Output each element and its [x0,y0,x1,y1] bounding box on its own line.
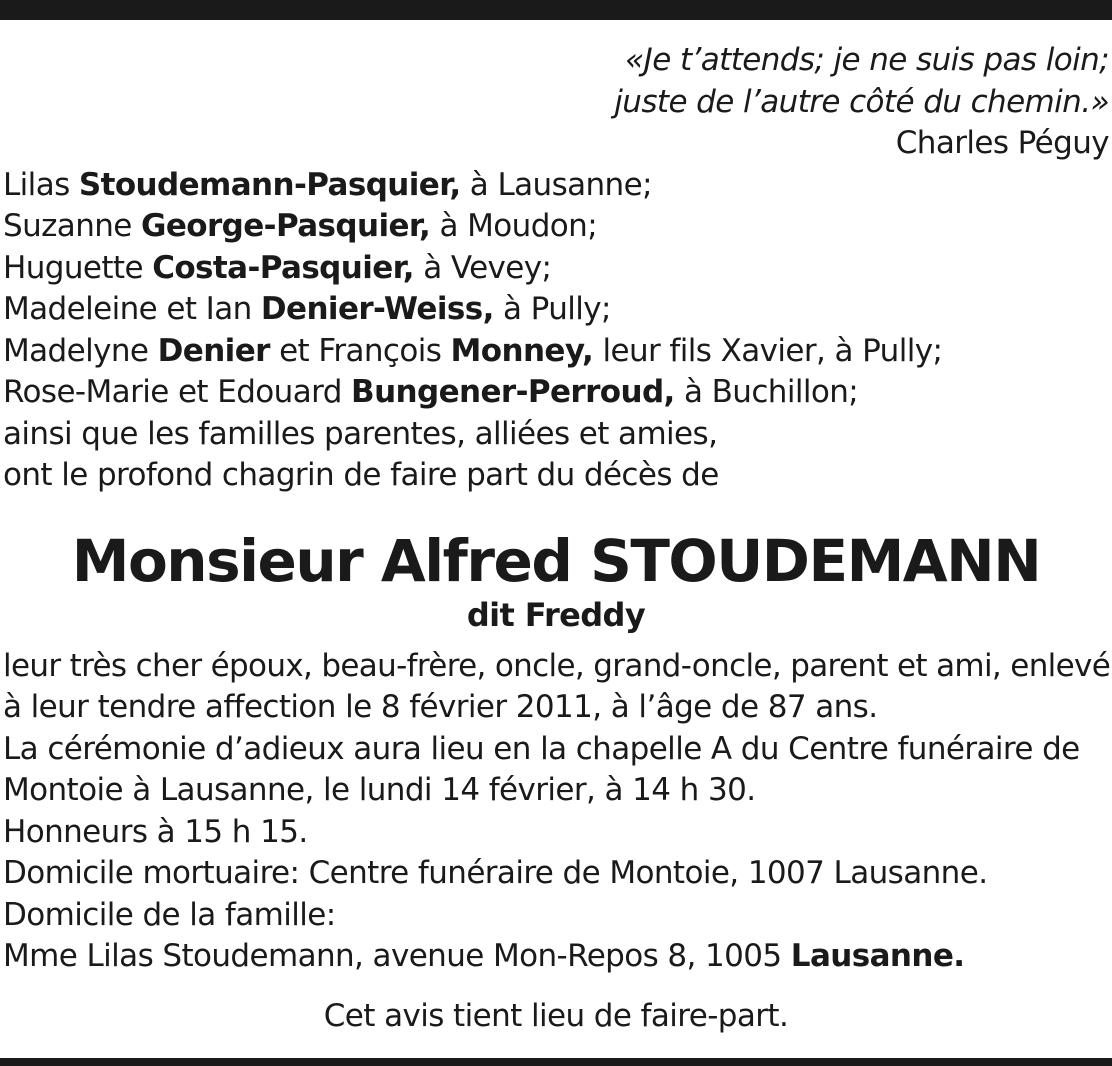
intro-line: ont le profond chagrin de faire part du décès de [3,457,719,493]
family-member-partner-name: et François [269,332,451,369]
deceased-nickname: dit Freddy [466,595,646,634]
family-member-place: à Pully; [493,291,611,327]
notice-body [3,646,1109,978]
epigraph [3,40,1109,165]
deceased-name: Monsieur Alfred STOUDEMANN [71,526,1041,595]
family-member-surname: George-Pasquier, [141,208,431,244]
family-member-line [3,289,1109,331]
family-member-partner-surname: Monney, [450,332,594,369]
family-list [3,165,1109,497]
family-member-place: à Moudon; [430,208,598,244]
closing-note: Cet avis tient lieu de faire-part. [323,997,789,1034]
family-member-first-names: Suzanne [3,208,142,244]
family-member-surname: Bungener-Perroud, [351,374,675,410]
epigraph-line-2: juste de l’autre côté du chemin.» [614,83,1109,120]
tribute-line-1: leur très cher époux, beau-frère, oncle, grand-oncle, parent et ami, enlevé [3,647,1111,684]
family-member-place: à Lausanne; [460,166,652,203]
family-member-line [3,165,1109,207]
honours-line: Honneurs à 15 h 15. [3,813,308,850]
ceremony-line-2: Montoie à Lausanne, le lundi 14 février, à 14 h 30. [3,772,756,808]
family-member-first-names: Madeleine et Ian [3,291,261,327]
family-member-line [3,248,1109,290]
epigraph-author: Charles Péguy [895,125,1109,161]
top-border-rule [0,0,1112,20]
family-home-label: Domicile de la famille: [3,896,336,933]
family-member-place: à Buchillon; [674,374,859,410]
epigraph-line-1: «Je t’attends; je ne suis pas loin; [625,42,1109,78]
family-member-first-names: Lilas [3,166,79,203]
family-member-surname: Stoudemann-Pasquier, [78,166,461,203]
family-member-first-names: Rose-Marie et Edouard [3,374,352,410]
bottom-border-rule [0,1058,1112,1066]
obituary-notice [3,40,1109,1037]
family-member-place: à Vevey; [413,249,552,286]
family-member-line [3,372,1109,414]
family-member-first-names: Huguette [3,249,153,286]
family-member-line [3,331,1109,373]
family-home-street: Mme Lilas Stoudemann, avenue Mon-Repos 8, 1005 [3,938,791,974]
family-home-city: Lausanne. [790,938,965,974]
tribute-line-2: à leur tendre affection le 8 février 2011, à l’âge de 87 ans. [3,689,878,725]
intro-line: ainsi que les familles parentes, alliées et amies, [3,415,718,452]
family-member-surname: Denier-Weiss, [260,291,494,327]
ceremony-line-1: La cérémonie d’adieux aura lieu en la chapelle A du Centre funéraire de [3,730,1080,767]
family-member-place: leur fils Xavier, à Pully; [593,332,943,369]
family-member-surname: Costa-Pasquier, [152,249,414,286]
family-member-surname: Denier [157,332,270,369]
family-member-first-names: Madelyne [3,332,158,369]
family-home-address [3,936,1109,978]
family-member-line [3,206,1109,248]
mortuary-address: Domicile mortuaire: Centre funéraire de Montoie, 1007 Lausanne. [3,855,988,891]
